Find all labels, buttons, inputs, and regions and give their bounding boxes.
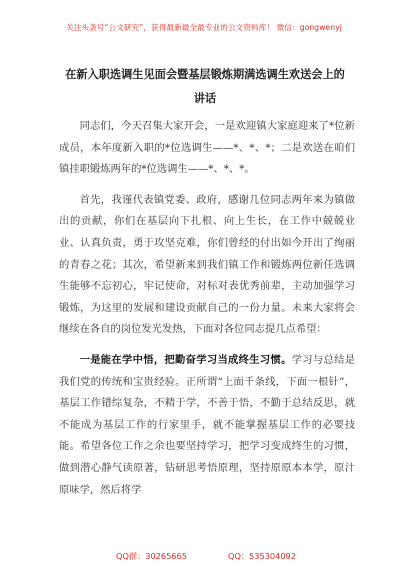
paragraph-text: 学习与总结是我们党的传统和宝贵经验。正所谓“上面千条线，下面一根针”，基层工作错综复杂，不精于学，不善于悟，不勤于总结反思，就不能成为基层工作的行家里手，就不能掌握基层工作的必要技能。希望各位工作之余也要坚持学习，把学习变成终生的习惯，做到潜心静气读原著，钻研思考悟原理，坚持原原本本学，原汁原味学，然后将学 xyxy=(59,353,356,496)
paragraph-text: 首先，我谨代表镇党委、政府，感谢几位同志两年来为镇做出的贡献，你们在基层向下扎根、向上生长，在工作中兢兢业业、认真负责，勇于攻坚克难，你们曾经的付出如今开出了绚丽的青春之花；其次，希望新来到我们镇工作和锻炼两位新任选调生能够不忘初心，牢记使命，对标对表优秀前辈，主动加强学习锻炼，为这里的发展和建设贡献自己的一份力量。未来大家将会继续在各自的岗位发光发热，下面对各位同志提几点希望： xyxy=(59,193,355,336)
document-title-continued: 讲话 xyxy=(193,92,217,105)
footer xyxy=(0,551,408,565)
qq-number: QQ：535304092 xyxy=(228,551,296,561)
paragraph-lead: 一是能在学中悟，把勤奋学习当成终生习惯。 xyxy=(79,353,292,366)
paragraph xyxy=(59,350,355,501)
header-banner: 关注头条号“公文研究”，获得最新最全最专业的公文资料库！ 微信：gongwenyj xyxy=(66,23,342,32)
document-title: 在新入职选调生见面会暨基层锻炼期满选调生欢送会上的 xyxy=(65,68,345,81)
paragraph-text: 同志们，今天召集大家开会，一是欢迎镇大家庭迎来了*位新成员，本年度新入职的*位选调生——*、*、*；二是欢送在咱们镇挂职锻炼两年的*位选调生——*、*、*。 xyxy=(59,120,355,176)
document-body xyxy=(59,116,355,510)
paragraph xyxy=(59,116,355,181)
qq-group-number: QQ群：30265665 xyxy=(116,551,187,561)
paragraph xyxy=(59,190,355,341)
